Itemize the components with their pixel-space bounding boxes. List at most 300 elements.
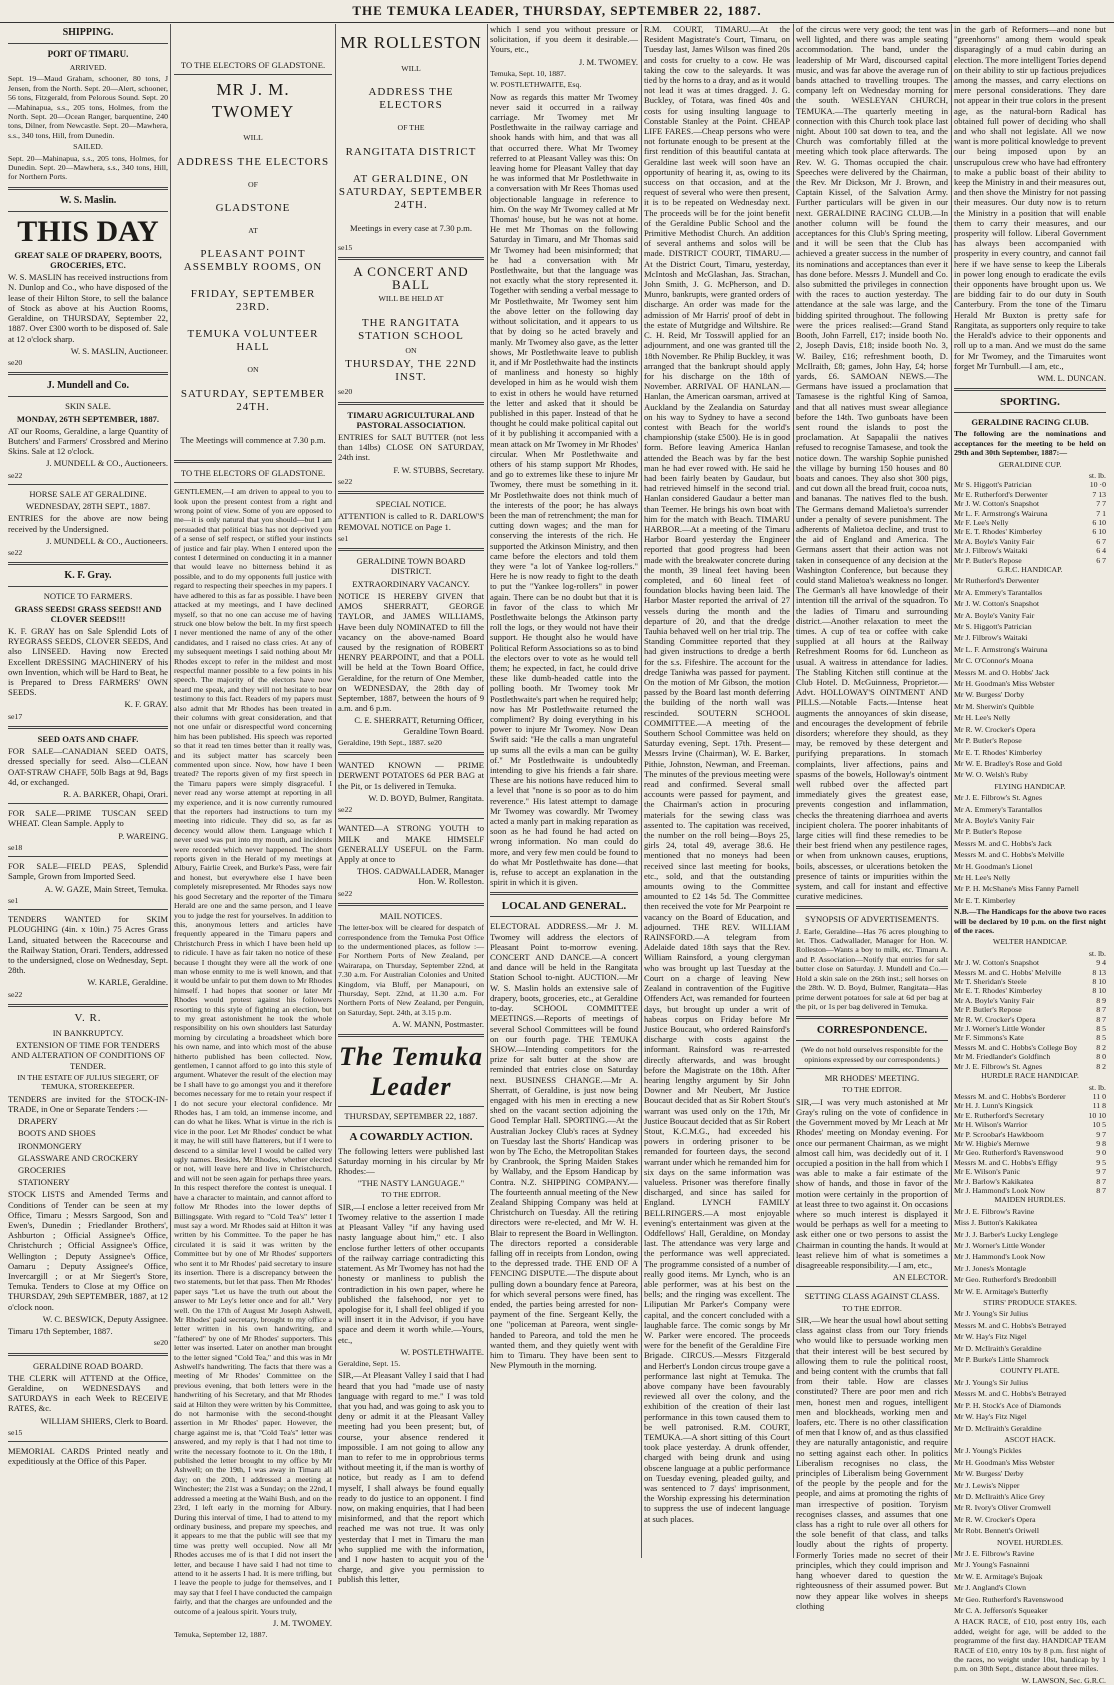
entry-weight: 10 5 — [1092, 1120, 1106, 1130]
twomey-date: Temuka, September 12, 1887. — [174, 1630, 268, 1640]
entry-row — [954, 1120, 1106, 1129]
will-be-held: WILL BE HELD AT — [378, 294, 444, 304]
entry-name: Mr J. E. Filbrow's Ravine — [954, 1548, 1035, 1558]
agri-code: se22 — [338, 476, 353, 486]
entry-row — [954, 1167, 1106, 1176]
entry-name: Mr H. Goodman's Lionel — [954, 861, 1033, 871]
wanted-youth: WANTED—A STRONG YOUTH to MILK and MAKE HIMSELF GENERALLY USEFUL on the Farm. Apply at once to — [338, 823, 484, 864]
entry-weight: 7 7 — [1096, 499, 1106, 509]
rolleston-name: MR ROLLESTON — [340, 33, 482, 52]
cowardly-date: Geraldine, Sept. 15. — [338, 1358, 401, 1368]
entry-name: Mr J. Jones's Montagle — [954, 1263, 1027, 1273]
entry-name: Mr J. Hammond's Look Now — [954, 1252, 1046, 1262]
entry-row — [954, 1139, 1106, 1148]
entry-weight: 10 ·0 — [1089, 480, 1106, 490]
entry-name: Mr W. Hay's Fitz Nigel — [954, 1332, 1027, 1342]
entry-row — [954, 499, 1106, 508]
column-1 — [8, 24, 168, 1558]
entry-weight: 6 7 — [1096, 555, 1106, 565]
entry-row — [954, 1148, 1106, 1157]
town-board-heading: GERALDINE TOWN BOARD DISTRICT. — [356, 556, 466, 577]
entry-weight: 8 2 — [1096, 1042, 1106, 1052]
wanted-youth-signature: THOS. CADWALLADER, Manager Hon. W. Rolleston. — [357, 866, 484, 887]
geraldine-cup-heading: GERALDINE CUP. — [998, 459, 1062, 469]
entry-weight: 9 4 — [1096, 958, 1106, 968]
entry-row — [954, 490, 1106, 499]
entry-row — [954, 996, 1106, 1005]
estate-heading: IN THE ESTATE OF JULIUS SIEGERT, OF TEMUKA, STOREKEEPER. — [17, 1072, 159, 1092]
entry-name: Mr E. T. Rhodes' Kimberley — [954, 986, 1043, 996]
entry-row — [954, 1186, 1106, 1195]
concert-heading: A CONCERT AND BALL — [353, 264, 469, 293]
entry-name: Mr H. Lee's Nelly — [954, 713, 1011, 723]
entry-row — [954, 509, 1106, 518]
stock-item: STATIONERY — [18, 1177, 70, 1188]
entry-weight: 9 7 — [1096, 1129, 1106, 1139]
lawson-signature: W. LAWSON, Sec. G.R.C. — [1021, 1675, 1106, 1685]
to-editor: TO THE EDITOR. — [381, 1190, 441, 1200]
entry-row — [954, 1024, 1106, 1033]
meetings-time: The Meetings will commence at 7.30 p.m. — [180, 434, 326, 445]
road-board-heading: GERALDINE ROAD BOARD. — [32, 1360, 144, 1371]
entry-weight: 10 10 — [1088, 1110, 1106, 1120]
on-text: ON — [247, 365, 259, 375]
weight-header — [954, 1083, 1106, 1092]
arrived-text: Sept. 19—Maud Graham, schooner, 80 tons, J Jensen, from the North. Sept. 20—Alert, schooner, 56 tons, Fitzgerald, from Pelorous Sound. Sept. 20—Mahinapua, s.s., 205 tons, Holmes, from the North. Sept. 20—Ocean Ranger, barquentine, 240 tons, Dilner, from Newcastle. Sept. 20—Mawhera, s.s., 340 tons, Hill, from Dunedin. — [8, 74, 168, 140]
synopsis-text: J. Earle, Geraldine—Has 76 acres ploughing to let. Thos. Cadwallader, Manager for Hon. W. Rolleston—Wants a boy to milk, etc. Timaru A. and P. Association—Notify that entries for salt butter close on Saturday. J. Mundell and Co.—Hold a skin sale on the 26th inst.; sell horses on the 28th. W. D. Boyd, Bulmer, Rangitata—Has prime derwent potatoes for sale at 6d per bag at the pit, or 1s per bag delivered in Temuka. — [796, 926, 948, 1011]
sporting-heading: SPORTING. — [1000, 396, 1060, 409]
entry-name: Mr E. T. Kimberley — [954, 895, 1016, 905]
weight-header — [954, 949, 1106, 958]
rhodes-meeting-heading: MR RHODES' MEETING. — [824, 1073, 920, 1084]
entry-row — [954, 1130, 1106, 1139]
divider — [8, 856, 168, 857]
concert-code: se20 — [338, 387, 353, 397]
entry-name: Mr L. F. Armstrong's Wairuna — [954, 644, 1048, 654]
beswick-code: se20 — [153, 1338, 168, 1348]
entry-weight: 8 13 — [1092, 967, 1106, 977]
this-day-heading: THIS DAY — [17, 214, 159, 248]
maslin-signature: W. S. MASLIN, Auctioneer. — [70, 345, 168, 356]
entry-row — [954, 518, 1106, 527]
entry-name: Mr W. E. Armitage's Butterfly — [954, 1286, 1049, 1296]
road-board-code: se15 — [8, 1427, 23, 1437]
entry-name: Messrs M. and C. Hobbs's Melville — [954, 850, 1065, 860]
mail-notices-signature: A. W. MANN, Postmaster. — [392, 1019, 484, 1030]
saturday-date: SATURDAY, SEPTEMBER 24TH. — [180, 387, 326, 413]
entry-row — [954, 1015, 1106, 1024]
skin-sale-heading: SKIN SALE. — [65, 401, 111, 412]
entry-name: Messrs M. and C. Hobbs' Melville — [954, 967, 1062, 977]
wanted-potatoes: WANTED KNOWN — PRIME DERWENT POTATOES 6d PER BAG at the Pit, or 1s delivered in Temuka. — [338, 760, 484, 791]
tuscan-text: FOR SALE—PRIME TUSCAN SEED WHEAT. Clean Sample. Apply to — [8, 808, 168, 829]
correspondence-note: (We do not hold ourselves responsible for the opinions expressed by our correspondents.) — [801, 1045, 943, 1064]
vacancy-text: NOTICE IS HEREBY GIVEN that AMOS SHERRATT, GEORGE TAYLOR, and JAMES WILLIAMS, Have been duly NOMINATED to fill the vacancy on the above-named Board caused by the resignation of ROBERT HENRY PEARPOINT, and that a POLL will be held at the Town Board Office, Geraldine, for the return of One Member, on WEDNESDAY, the 28th day of September, 1887, between the hours of 9 a.m. and 6 p.m. — [338, 590, 484, 714]
paper-date: THURSDAY, SEPTEMBER 22, 1887. — [344, 1111, 478, 1122]
will-text: WILL — [401, 64, 421, 73]
mundell-heading: J. Mundell and Co. — [47, 380, 129, 392]
entry-row — [954, 1033, 1106, 1042]
column-rule — [793, 24, 794, 1558]
grc-handicap-heading: G.R.C. HANDICAP. — [997, 565, 1063, 574]
entry-name: Mr P. Butler's Repose — [954, 827, 1022, 837]
letter-continued-date: Temuka, Sept. 10, 1887. — [490, 68, 566, 78]
entry-row — [954, 968, 1106, 977]
entry-name: Mr H. J. Lunn's Kingsick — [954, 1101, 1033, 1111]
special-notice-text: ATTENTION is called to R. DARLOW'S REMOVAL NOTICE on Page 1. — [338, 511, 484, 532]
entry-name: Mr E. Wilson's Panic — [954, 1167, 1020, 1177]
skin-sale-signature: J. MUNDELL & CO., Auctioneers. — [46, 458, 168, 469]
entry-name: Mr J. Young's Sir Julius — [954, 1377, 1029, 1387]
letter-continued: which I send you without pressure or solicitation, if you deem it desirable.—Yours, etc., — [490, 24, 638, 55]
entry-weight: 6 7 — [1096, 536, 1106, 546]
entry-name: Mr F. Simmons's Kate — [954, 1033, 1024, 1043]
entry-weight: 8 7 — [1096, 1185, 1106, 1195]
entry-row — [954, 1005, 1106, 1014]
entry-row — [954, 1111, 1106, 1120]
entry-name: Mr W. Burgess' Derby — [954, 1469, 1024, 1479]
maiden-heading: MAIDEN HURDLES. — [994, 1195, 1066, 1205]
entry-weight: 8 10 — [1092, 986, 1106, 996]
estate-text: TENDERS are invited for the STOCK-IN-TRADE, in One or Separate Tenders :— — [8, 1093, 168, 1114]
entry-row — [954, 537, 1106, 546]
road-board-text: THE CLERK will ATTEND at the Office, Geraldine, on WEDNESDAYS and SATURDAYS in each Week to RECEIVE RATES, &c. — [8, 1372, 168, 1414]
wanted-potatoes-code: se22 — [338, 804, 353, 814]
entry-row — [954, 1177, 1106, 1186]
seed-oats-heading: SEED OATS AND CHAFF. — [37, 734, 139, 744]
wanted-youth-code: se22 — [338, 888, 353, 898]
entry-name: Mr H. Goodman's Miss Webster — [954, 1457, 1055, 1467]
entry-name: Mr W. E. Bradley's Rose and Gold — [954, 758, 1062, 768]
entry-name: Messrs M. and C. Hobbs's Borderer — [954, 1091, 1066, 1101]
at-text: AT — [248, 226, 258, 236]
agri-signature: F. W. STUBBS, Secretary. — [393, 464, 484, 475]
entry-name: Mr Geo. Rutherford's Bredonbill — [954, 1275, 1057, 1285]
rhodes-meeting-signature: AN ELECTOR. — [892, 1272, 948, 1283]
entry-name: Mr J. Angland's Clown — [954, 1583, 1027, 1593]
divider — [338, 1126, 484, 1127]
pleasant-point-rooms: PLEASANT POINT ASSEMBLY ROOMS, ON — [183, 248, 323, 274]
entry-row — [954, 480, 1106, 489]
electors-gladstone-heading-2: TO THE ELECTORS OF GLADSTONE. — [180, 468, 326, 479]
divider — [796, 1068, 948, 1069]
entry-weight: 9 7 — [1096, 1167, 1106, 1177]
column-2 — [174, 24, 332, 1640]
stirs-heading: STIRS' PRODUCE STAKES. — [983, 1298, 1077, 1308]
column-6 — [796, 24, 948, 1611]
entry-name: Mr S. Higgott's Patrician — [954, 622, 1032, 632]
tenders-code: se22 — [8, 989, 23, 999]
entry-name: Mr H. Goodman's Miss Webster — [954, 679, 1055, 689]
letter-continued-signature: J. M. TWOMEY. — [578, 56, 638, 67]
divider — [338, 491, 484, 494]
vacancy-date: Geraldine, 19th Sept., 1887. se20 — [338, 737, 442, 747]
divider — [796, 1040, 948, 1041]
ascot-heading: ASCOT HACK. — [1004, 1434, 1056, 1444]
entry-row — [954, 986, 1106, 995]
entry-name: Mr J. Young's Pickles — [954, 1446, 1022, 1456]
twomey-letter: GENTLEMEN,—I am driven to appeal to you to look upon the present contest from a right and wrong point of view. Some of you are opposed to me—it is only natural that you should—but I am persuaded that political bias has not deprived you of a sense of self respect, or stifled your instincts of justice and fair play. When I entered upon the contest I determined on conducting it in a manner that would leave no bitterness behind it as possible, and to do my opponents full justice with regard to respecting their speeches in my papers. I have adhered to this as far as possible. I have been attacked at my meetings, and I have declined myself, so that no one can accuse me of having struck one blow below the belt. In my first speech I never mentioned the name of any of the other candidates, and I raised no class cries. At any of my subsequent meetings I said nothing about Mr Rhodes except to refer in the mildest and most respectful manner possible to a few points in his speech. The majority of the electors have now heard me speak, and they will not hesitate to bear testimony to this fact. Readers of my papers must also admit that Mr Rhodes has been treated in their columns with great consideration, and that not one unfair or disrespectful word concerning him has been published. His speech was reported so that it read ten times better than it really was, and its subject matter has scarcely been commented upon since. Now, how have I been treated? The reports given of my first speech in the Timaru papers were simply disgraceful. I never read any worse attempt at reporting in all my experience, and it is now currently rumoured that the reporters had instructions to turn my meeting into ridicule. They did so, as far as decency would allow them. Language which I never used was put into my mouth, and incidents were recorded which never happened. The short reports given in the Herald of my meetings at Albury, Fairlie Creek, and Burke's Pass, were fair and honest, but everywhere else I have been completely misrepresented. Mr Rhodes says now his good Secretary and the reporter of the Timaru Herald are one and the same person, and I leave you to judge the rest for yourselves. In addition to this, anonymous letters and articles have frequently appeared in the Timaru papers and Christchurch Press in which I have been held up to ridicule. I have as fair taken no notice of these because I thought they were all the work of one man whose enmity to me is well known, and that it would be unfair to put them down to Mr Rhodes himself. I had hopes that sooner or later Mr Rhodes would protest against his followers resorting to this style of fighting an election, but to my great astonishment he took the whole responsibility on his own shoulders last Saturday morning by circulating a broadsheet which bore his own name, and into which most of the abuse hitherto published has been collected. Now, gentlemen, I cannot afford to go into this style of argument. Whatever the result of the election may be I shall have to go amongst you and it therefore becomes necessary for me to retain your respect if I do not secure your electoral confidence. Mr Rhodes has, I am told, an immense income, and can do what he likes. What is virtue in the rich is vice in the poor. Let Mr Rhodes' conduct be what it may, he will still have flatterers, but if I were to descend to a similar level I would be called very ugly names. Besides, Mr Rhodes, whether elected or not, will leave here and live in Christchurch, and will not be seen again for perhaps three years. In this respect therefore the contest is unequal. I have a character to maintain, and cannot afford to follow Mr Rhodes into the lower depths of Billingsgate. With regard to "Cold Tea's" letter I must say a word. Mr Rhodes said at Hilton it was written by his Committee. To the paper he has circulated it is said it was written by the Committee but by one of Mr Rhodes' supporters who sent it to Mr Rhodes' paid secretary to insure its insertion. There is a discrepancy between the two statements, but let that pass. Then Mr Rhodes' paper says "Let us have the truth out about the answer to Mr Ley's letter once and for all." Very well. On the 17th of August Mr Joseph Ashwell, Mr Rhodes' paid secretary, brought to my office a letter written in his own handwriting, and "fathered" by one of Mr Rhodes' supporters. This letter was inserted. Later on another man brought to the letter signed "Cold Tea," and this was in Mr Ashwell's handwriting. The facts that there was a meeting of Mr Rhodes' Committee on the previous evening, that both letters were in the handwriting of his Secretary, and that Mr Rhodes said at Hilton they were written by his Committee, do not harmonise with the second-thought assertion in Mr Rhodes' paper. However, the charge against me is, that "Cold Tea's" letter was answered, and my reply is that I had not time to write the necessary footnote to it. On the 18th, I published the letter brought to my office by Mr Ashwell; on the 19th, I was away in Timaru all day; on the 20th, I addressed a meeting at Winchester; the 21st was a Sunday; on the 22nd, I addressed a meeting at the Waihi Bush, and on the 23rd, I left early in the morning for Albury. During this interval of time, I had to attend to my ordinary business, and prepare my speeches, and it appears to me that the public will see that my time was pretty well occupied. Now all Mr Rhodes accuses me of is that I did not insert the letter, and because I have said I had not time to attend to it he asserts I had. It is mere trifling, but I leave the people to judge for themselves, and I may say that I feel I have conducted the campaign fairly, and that the charges are unfounded and the outcome of a jealous spirit. Yours truly, — [174, 487, 332, 1616]
divider — [796, 1286, 948, 1287]
grass-seeds: GRASS SEEDS! GRASS SEEDS!! AND CLOVER SEEDS!!! — [14, 603, 162, 624]
entry-row — [954, 527, 1106, 536]
wanted-potatoes-signature: W. D. BOYD, Bulmer, Rangitata. — [368, 792, 484, 803]
entry-name: Mr J. Filbrow's Waitaki — [954, 633, 1028, 643]
rolleston-code: se15 — [338, 243, 353, 253]
maslin-code: se20 — [8, 357, 23, 367]
seed-oats-text: FOR SALE—CANADIAN SEED OATS, dressed specially for seed. Also—CLEAN OAT-STRAW CHAFF, 50lb Bags at 9d, Bags 4d, or exchanged. — [8, 746, 168, 787]
entry-name: Mr R. Ivory's Oliver Cromwell — [954, 1503, 1051, 1513]
county-heading: COUNTY PLATE. — [1000, 1366, 1060, 1376]
peas-code: se1 — [8, 895, 19, 905]
column-5 — [644, 24, 790, 1558]
entry-weight: 7 1 — [1096, 508, 1106, 518]
entry-row — [954, 1101, 1106, 1110]
weight-units: st. lb. — [1088, 948, 1106, 958]
entry-name: Mr J. Filbrow's Waitaki — [954, 546, 1028, 556]
entry-weight: 8 9 — [1096, 995, 1106, 1005]
entry-name: Mr P. H. McShane's Miss Fanny Parnell — [954, 884, 1079, 894]
local-general-text: ELECTORAL ADDRESS.—Mr J. M. Twomey will address the electors of Pleasant Point to-morrow evening. CONCERT AND DANCE.—A concert and dance will be held in the Rangitata Station School to-night. AUCTION.—Mr W. S. Maslin holds an extensive sale of drapery, boots, groceries, etc., at Geraldine to-day. SCHOOL COMMITTEE MEETINGS.—Reports of meetings of several School Committees will be found on our fourth page. THE TEMUKA SHOW.—Intending competitors for the prize for salt butter at the show are reminded that entries close on Saturday next. BUSINESS CHANGE.—Mr A. Sherratt, of Geraldine, is just now being engaged with his men in erecting a new shed on the vacant section adjoining the Good Templar Hall. SPORTING.—At the Australian Jockey Club's races at Sydney on Tuesday last the Shorts' Handicap was won by The Echo, the Metropolitan Stakes by Cranbrook, the Spring Maiden Stakes by Wallaby, and the Epsom Handicap by Contra. N.Z. SHIPPING COMPANY.—The fourteenth annual meeting of the New Zealand Shipping Company was held at Christchurch on Tuesday. All the retiring directors were re-elected, and Mr W. H. Blair to represent the Board in Wellington. The directors reported a considerable falling off in receipts from London, owing to the depressed trade. THE END OF A FENCING DISPUTE.—The dispute about pulling down a boundary fence at Pareora, for which several persons were fined, has ended, the parties being arrested for non-payment of the fine. Sergeant Kelly, the one "policeman at Pareora, went single-handed to Pareora, and told the men he wanted them, and they quietly went with him to Timaru. They have been sent to New Plymouth in the morning. — [490, 921, 638, 1371]
divider — [338, 402, 484, 405]
divider — [338, 257, 484, 260]
entry-name: Mr D. McIlraith's Geraldine — [954, 1343, 1042, 1353]
entry-name: Mr S. Higgott's Patrician — [954, 480, 1032, 490]
divider — [8, 726, 168, 729]
agri-text: ENTRIES for SALT BUTTER (not less than 14lbs) CLOSE ON SATURDAY, 24th inst. — [338, 432, 484, 463]
divider — [8, 586, 168, 587]
divider — [8, 562, 168, 565]
rhodes-meeting-letter: SIR,—I was very much astonished at Mr Gray's ruling on the vote of confidence in the Government moved by Mr Leach at Mr Rhodes' meeting on Monday evening. For once our permanent Chairman, as we might almost call him, was decidedly out of it. I occupied a position in the hall from which I was able to make a fair estimate of the show of hands, and those in favor of the motion were certainly in the proportion of at least three to two against it. On occasions where so much interest is displayed it would be perhaps as well for a meeting to ask either one or two persons to assist the Chairman in counting the hands. It would at least relieve him of what is sometimes a disagreeable responsibility.—I am, etc., — [796, 1096, 948, 1270]
of-text: OF — [248, 179, 258, 189]
entry-name: Mr Rutherford's Derwenter — [954, 576, 1039, 586]
entry-name: Mr J. W. Cotton's Snapshot — [954, 958, 1040, 968]
skin-sale-text: AT our Rooms, Geraldine, a large Quantity of Butchers' and Farmers' Crossbred and Merino Skins. Sale at 12 o'clock. — [8, 425, 168, 457]
masthead — [0, 0, 1114, 23]
entry-weight: 8 5 — [1096, 1024, 1106, 1034]
of-the-text: OF THE — [397, 123, 425, 133]
to-editor: TO THE EDITOR. — [842, 1303, 902, 1313]
entry-row — [954, 1092, 1106, 1101]
weight-units: st. lb. — [1088, 1082, 1106, 1092]
stock-item: IRONMONGERY — [18, 1140, 82, 1151]
entry-name: Mr J. Young's Fasnainni — [954, 1560, 1030, 1570]
divider — [796, 906, 948, 909]
peas-signature: A. W. GAZE, Main Street, Temuka. — [44, 883, 168, 894]
maslin-heading: W. S. Maslin. — [59, 194, 117, 206]
mail-notices-text: The letter-box will be cleared for despatch of correspondence from the Temuka Post Office to the undermentioned places, as follow :— For Northern Ports of New Zealand, per Wairarapa, on Thursday, September 22nd, at 7.30 a.m. For Australian Colonies and United Kingdom, via Bluff, per Manapouri, on Thursday, Sept. 22nd, at 11.30 a.m. For Northern Ports of New Zealand, per Penguin, on Saturday, Sept. 24th, at 3.15 p.m. — [338, 923, 484, 1017]
entry-weight: 8 2 — [1096, 1061, 1106, 1071]
temuka-hall: TEMUKA VOLUNTEER HALL — [187, 328, 319, 354]
geraldine-saturday: AT GERALDINE, ON SATURDAY, SEPTEMBER 24TH. — [338, 172, 484, 211]
divider — [8, 1353, 168, 1356]
tuscan-code: se18 — [8, 842, 23, 852]
horse-sale-text: ENTRIES for the above are now being received by the Undersigned. — [8, 513, 168, 534]
local-general-heading: LOCAL AND GENERAL. — [501, 900, 627, 913]
entry-row — [954, 977, 1106, 986]
station-school: THE RANGITATA STATION SCHOOL — [358, 316, 464, 342]
entry-weight: 9 5 — [1096, 1157, 1106, 1167]
weight-units: st. lb. — [1088, 470, 1106, 480]
entry-name: Messrs M. and O. Hobbs' Jack — [954, 667, 1050, 677]
correspondence-heading: CORRESPONDENCE. — [816, 1024, 928, 1037]
welter-heading: WELTER HANDICAP. — [992, 937, 1068, 947]
great-sale: GREAT SALE OF DRAPERY, BOOTS, GROCERIES, ETC. — [14, 249, 162, 271]
entry-name: Mr J. W. Cotton's Snapshot — [954, 599, 1040, 609]
entry-name: Mr C. O'Connor's Moana — [954, 656, 1034, 666]
entry-weight: 8 7 — [1096, 1005, 1106, 1015]
divider — [954, 388, 1106, 391]
twomey-signature: J. M. TWOMEY. — [272, 1617, 332, 1628]
entry-name: Mr M. Sherwin's Quibble — [954, 701, 1034, 711]
entry-row — [954, 1052, 1106, 1061]
gray-code: se17 — [8, 711, 23, 721]
special-notice-heading: SPECIAL NOTICE. — [375, 499, 447, 510]
entry-name: Mr J. Worner's Little Wonder — [954, 1024, 1046, 1034]
divider — [954, 412, 1106, 413]
address-electors: ADDRESS THE ELECTORS — [176, 155, 330, 168]
entry-weight: 8 7 — [1096, 1176, 1106, 1186]
entry-name: Mr J. E. Filbrow's St. Agnes — [954, 793, 1043, 803]
entry-name: Mr R. W. Crocker's Opera — [954, 1514, 1036, 1524]
setting-class-continued: in the garb of Reformers—and none but "greenhorns" among them would speak disparagingly of a mud cabin during an election. The more intelligent Tories depend on their ability to stir up factious prejudices among the masses, and carry elections on mere personal considerations. They dare not appear in their true colors in the present age, as the natural-born Radical has obtained full power of deciding who shall and who shall not legislate. All we now want is more political knowledge to prevent our being imposed upon by an unscrupulous crew who have had effrontery to make a public boast of their ability to keep the Ministry in and their measures out, and then shove the Ministry for not passing their measures. Our duty now is to return the Ministry in a position that will enable them to carry their measures, and our prosperity will follow. Liberal Government has always been accompanied with prosperity in every country, and cannot fail here if we have sense to keep the Liberals in power long enough to eradicate the evils their opponents have brought upon us. We are bidding fair to do our duty in South Canterbury. From the tone of the Timaru Herald Mr Buxton is pretty safe for Rangitata, as supporters only require to take the Herald's advice to their opponents and roll up to a man. And we must do the same for Mr Twomey, and the Timaruites wont forget Mr Turnbull.—I am, etc., — [954, 24, 1106, 371]
column-rule — [951, 24, 952, 1558]
entry-name: Mr E. T. Rhodes' Kimberley — [954, 527, 1043, 537]
tuscan-signature: P. WAREING. — [118, 830, 168, 841]
entry-name: Mr A. Boyle's Vanity Fair — [954, 815, 1035, 825]
entry-name: Mr J. Young's Sir Julius — [954, 1309, 1029, 1319]
entry-name: Mr A. Boyle's Vanity Fair — [954, 995, 1035, 1005]
stock-text: STOCK LISTS and Amended Terms and Conditions of Tender can be seen at my Office, Timaru ; Messrs Sargood, Son and Ewen's, Dunedin ; Friedlander Brothers', Ashburton ; Official Assignee's Office, Christchurch ; Official Assignee's Office, Wellington ; Deputy Assignee's Office, Oamaru ; Deputy Assignee's Office, Invercargill ; or at Mr Siegert's Store, Temuka. Tenders to Close at my Office on THURSDAY, 29th SEPTEMBER, 1887, at 12 o'clock noon. — [8, 1189, 168, 1312]
friday-date: FRIDAY, SEPTEMBER 23RD. — [190, 288, 316, 314]
entry-name: Mr F. Lee's Nelly — [954, 517, 1009, 527]
entry-name: Mr T. Sheridan's Steele — [954, 977, 1027, 987]
racing-club-heading: GERALDINE RACING CLUB. — [971, 417, 1089, 428]
entry-name: Mr J. Lewis's Nipper — [954, 1480, 1020, 1490]
entry-name: Mr J. W. Cotton's Snapshot — [954, 499, 1040, 509]
beswick-date: Timaru 17th September, 1887. — [8, 1325, 113, 1336]
special-notice-code: se1 — [338, 533, 349, 543]
entry-weight: 6 10 — [1092, 527, 1106, 537]
entry-name: Mr P. Scroobar's Hawkboom — [954, 1129, 1044, 1139]
gray-signature: K. F. GRAY. — [124, 699, 168, 710]
entry-weight: 9 8 — [1096, 1138, 1106, 1148]
entry-name: Mr W. Hay's Fitz Nigel — [954, 1412, 1027, 1422]
novel-heading: NOVEL HURDLES. — [997, 1537, 1063, 1547]
skin-sale-code: se22 — [8, 470, 23, 480]
twomey-name: MR J. M. TWOMEY — [211, 80, 295, 122]
entry-name: Mr M. Friedlander's Goldfinch — [954, 1052, 1051, 1062]
divider — [8, 396, 168, 397]
column-rule — [335, 24, 336, 1558]
cowardly-letter-1: SIR,—I enclose a letter received from Mr Twomey relative to the assertion I made at Pleasant Valley "if any having used nasty language about him," etc. I also enclose further letters of other occupants of the railway carriage contradicting this statement. As Mr Twomey has not had the honesty or manliness to publish the contradiction in his own paper, where he published the falsehood, nor yet to apologise for it, I shall feel obliged if you will insert it in the Advisor, if you have space and deem it worth while.—Yours, etc., — [338, 1201, 484, 1345]
divider — [8, 1004, 168, 1007]
skin-sale-date: MONDAY, 26TH SEPTEMBER, 1887. — [16, 413, 160, 424]
road-board-signature: WILLIAM SHIERS, Clerk to Board. — [40, 1415, 168, 1426]
agri-heading: TIMARU AGRICULTURAL AND PASTORAL ASSOCIATION. — [347, 409, 475, 430]
port-heading: PORT OF TIMARU. — [47, 49, 129, 59]
entry-name: Mr Robt. Bennett's Oriwell — [954, 1526, 1039, 1536]
cowardly-action-heading: A COWARDLY ACTION. — [349, 1130, 473, 1143]
divider — [174, 482, 332, 483]
entry-name: Mr A. Emmery's Tarantallos — [954, 587, 1043, 597]
divider — [8, 909, 168, 910]
memorial-cards: MEMORIAL CARDS Printed neatly and expeditiously at the Office of this Paper. — [8, 1446, 168, 1467]
entry-weight: 11 0 — [1092, 1091, 1106, 1101]
setting-class-heading: SETTING CLASS AGAINST CLASS. — [804, 1291, 940, 1302]
entry-name: Mr E. Rutherford's Derwenter — [954, 489, 1048, 499]
divider — [338, 752, 484, 755]
entry-row — [954, 1062, 1106, 1071]
beswick-signature: W. C. BESWICK, Deputy Assignee. — [42, 1313, 168, 1324]
maslin-text: W. S. MASLIN has received instructions from N. Dunlop and Co., who have disposed of the lease of their Hilton Store, to sell the balance of Stock as above at his Auction Rooms, Geraldine, on THURSDAY, September 22, 1887. Over £300 worth to be disposed of. Sale at 12 o'clock sharp. — [8, 272, 168, 344]
peas-text: FOR SALE—FIELD PEAS, Splendid Sample, Grown from Imported Seed. — [8, 861, 168, 882]
entry-name: Mr D. McIlraith's Geraldine — [954, 1423, 1042, 1433]
flying-note: N.B.—The Handicaps for the above two races will be declared by 10 p.m. on the first night of the races. — [954, 907, 1106, 935]
entry-row — [954, 556, 1106, 565]
column-3 — [338, 24, 484, 1585]
stock-item: BOOTS AND SHOES — [18, 1128, 96, 1139]
entry-name: Mr E. T. Rhodes' Kimberley — [954, 747, 1043, 757]
divider — [8, 187, 168, 190]
entry-name: Mr W. O. Welsh's Ruby — [954, 770, 1028, 780]
gray-heading: K. F. Gray. — [64, 570, 112, 582]
divider — [174, 460, 332, 463]
stock-item: GROCERIES — [18, 1164, 66, 1175]
gray-text: K. F. GRAY has on Sale Splendid Lots of RYEGRASS SEEDS, CLOVER SEEDS, And also LINSEED. Having now Erected Excellent DRESSING MACHINERY of his own Invention, which will be Hard to Beat, he is Prepared to Dress FARMERS' OWN SEEDS. — [8, 625, 168, 698]
divider — [8, 484, 168, 485]
shipping-heading: SHIPPING. — [62, 27, 114, 38]
sailed-heading: SAILED. — [73, 142, 103, 152]
entry-name: Mr L. F. Armstrong's Wairuna — [954, 508, 1048, 518]
entry-name: Mr R. W. Crocker's Opera — [954, 1014, 1036, 1024]
horse-sale-code: se22 — [8, 547, 23, 557]
entry-weight: 6 4 — [1096, 546, 1106, 556]
tenders-signature: W. KARLE, Geraldine. — [87, 977, 168, 988]
mail-notices-heading: MAIL NOTICES. — [379, 910, 443, 921]
entry-name: Miss J. Button's Kakikatea — [954, 1218, 1038, 1228]
vacancy-heading: EXTRAORDINARY VACANCY. — [352, 578, 470, 589]
local-news-continued: of the circus were very good; the tent was well lighted, and there was ample seating accommodation. The band, under the leadership of Mr Ward, discoursed capital music, and was far above the average run of bands attached to travelling troupes. The company left on Wednesday morning for the south. WESLEYAN CHURCH, TEMUKA.—The quarterly meeting in connection with this Church took place last night. About 100 sat down to tea, and the Church was comfortably filled at the meeting which took place afterwards. The Rev. W. G. Thomas occupied the chair. Speeches were delivered by the Chairman, the Rev. Mr Dickson, Mr J. Brown, and Captain Kissel, of the Salvation Army. Further particulars will be given in our next. GERALDINE RACING CLUB.—In another column will be found the acceptances for this Club's Spring meeting, and it will be seen that the Club has achieved a greater success in the number of its nominations and acceptances than ever it has done before. Messrs J. Mundell and Co. also submitted the privileges in connection with the races to auction yesterday. The attendance at the sale was large, and the bidding spirited throughout. The following were the prices realised:—Grand Stand Booth, John Farrell, £17; inside booth No. 2, Joseph Davis, £18; inside booth No. 3, W. Bailey, £16; refreshment booth, D. McIlraith, £8; games, John Hay, £4; horse yards, £6. SAMOAN NEWS.—The Germans have issued a proclamation that Tamasese is the rightful King of Samoa, and that all natives must swear allegiance before the 14th. Two gunboats have been sent round the islands to post the proclamation. At Sapapalii the natives refused to recognise Tamasese, and took the notice down. The warship Sophie punished the village by burning 150 houses and 80 boats and canoes. They also shot 300 pigs, and cut down all the bread fruit, cocoa nuts, and bananas. The natives fled to the bush. The Germans demand Malietoa's surrender under a penalty of severe punishment. The adherents of Malietoa decline, and trust to the aid of England and America. The Germans assert that their action was not taken in consequence of any decision at the Washington Conference, but because they could stand Malietoa's weakness no longer. The German's all have knowledge of their intention till the arrival of the squadron. To the ladies of Timaru and surrounding district.—Another relaxation to meet the times. A cup of tea or coffee with cake supplied at all hours at the Railway Refreshment Rooms for 6d. Luncheon as usual. A waitress in attendance for ladies. The Stabling Kitchen still continue at the Club Hotel. D. McGuinness, Proprietor.—Advt. HOLLOWAY'S OINTMENT AND PILLS.—Notable Facts.—Intense heat augments the annoyances of skin disease, and encourages the development of febrile disorders; wherefore they should, as they may, be removed by these detergent and purifying preparations. In stomach complaints, liver affections, pains and spasms of the bowels, Holloway's ointment well rubbed over the affected part immediately gives the greatest ease, prevents congestion and inflammation, checks the threatening diarrhoea and averts incipient cholera. The poorer inhabitants of large cities will find these remedies to be their best friend when any pestilence rages, or when from unknown causes, eruptions, boils, abscesses, or ulcerations betoken the presence of taints or impurities within the system, and call for instant and effective curative medicines. — [796, 24, 948, 902]
editorial-body: Now as regards this matter Mr Twomey never said it occurred in a railway carriage. Mr Twomey met Mr Postlethwaite in the railway carriage and shook hands with him, and that was all that occurred there. What Mr Twomey referred to at Pleasant Valley was this: On leaving home for Pleasant Valley that day he was informed that Mr Postlethwaite in a conversation with Mr Rees Thomas used objectionable language in reference to him. On the way Mr Twomey called at Mr Thomas' house, but he was not at home. He met Mr Thomas on the following Saturday in Timaru, and Mr Thomas said Mr Twomey had been misinformed; that he had a conversation with Mr Postlethwaite, but that the language was not exactly what the story represented it. Together with sending a verbal message to Mr Postlethwaite, Mr Twomey sent him the above letter on the following day without solicitation, and it appears to us that by doing so he acted bravely and manly. Mr Twomey also gave, as the letter shows, Mr Postlethwaite leave to publish it, and if Mr Postlethwaite had the instincts of manliness and honesty so highly developed in him as he would wish them to exist in others he would have returned the letter and asked that it should be published in this paper. Instead of that he thought he could make political capital out of it by publishing it accompanied with a mean attack on Mr Twomey in Mr Rhodes' circular. When Mr Postlethwaite and others of his stamp support Mr Rhodes, and go to extremes like these to injure Mr Twomey, there must be something in it. Mr Postlethwaite does not think much of the interests of the poor; he has always been the man of retrenchment; the man for cutting down wages; and the man for conserving the interests of the rich. He supported the Atkinson Ministry, and then came before the electors and told them they were "a lot of Yankee log-rollers." Here he is now ready to fight to the death to put the "Yankee log-rollers" in power again. There can be no doubt but that it is in favor of the class to which Mr Postlethwaite belongs the Atkinson party roll the logs, or they would not have their support. He thought also he would have Political Reform Associations so as to bind the electors over to vote as he would tell them; he expected, in fact, he could drive these like dumb-headed cattle into the polling booth. Mr Twomey took Mr Postlethwaite's part when he required help; now has Mr Postlethwaite returned the compliment? By doing everything in his power to injure Mr Twomey. Now Dean Swift said: "He the calls a man ungrateful up sums all the evils a man can be guilty of." Mr Postlethwaite is undoubtedly intending to give his friends a fair share. These are his notions have reduced him to a level that "none is so poor as to do him reverence." His latest attempt to damage Mr Twomey was cowardly. Mr Twomey acted a manly part in making reparation as soon as he had found he had acted on wrong information. No man could do more, and very few men could be found to do what Mr Postlethwaite has done—that is, refuse to accept an explanation in the spirit in which it is given. — [490, 91, 638, 888]
horse-sale-heading: HORSE SALE AT GERALDINE. — [29, 488, 147, 499]
weight-header — [954, 471, 1106, 480]
entry-name: Mr H. Lee's Nelly — [954, 872, 1011, 882]
entry-name: Mr A. Boyle's Vanity Fair — [954, 536, 1035, 546]
hurdle-heading: HURDLE RACE HANDICAP. — [981, 1071, 1079, 1081]
horse-sale-date: WEDNESDAY, 28TH SEPT., 1887. — [25, 501, 151, 512]
bankruptcy-heading: IN BANKRUPTCY. — [52, 1028, 124, 1039]
divider — [8, 803, 168, 804]
paper-title: The Temuka Leader — [338, 1042, 484, 1102]
entry-row — [954, 958, 1106, 967]
gladstone-text: GLADSTONE — [215, 202, 291, 215]
postlethwaite-signature: W. POSTLETHWAITE. — [400, 1346, 484, 1357]
letter-continued-name: W. POSTLETHWAITE, Esq. — [490, 80, 582, 90]
divider — [796, 1016, 948, 1019]
entry-weight: 8 10 — [1092, 977, 1106, 987]
notice-farmers: NOTICE TO FARMERS. — [43, 591, 133, 602]
column-7 — [954, 24, 1106, 1685]
divider — [338, 1106, 484, 1107]
column-rule — [170, 24, 171, 1558]
entry-weight: 7 13 — [1092, 489, 1106, 499]
divider — [338, 1034, 484, 1037]
entry-name: Mr P. Butler's Repose — [954, 736, 1022, 746]
divider — [490, 892, 638, 895]
stock-item: GLASSWARE AND CROCKERY — [18, 1152, 139, 1163]
entry-weight: 11 8 — [1092, 1101, 1106, 1111]
